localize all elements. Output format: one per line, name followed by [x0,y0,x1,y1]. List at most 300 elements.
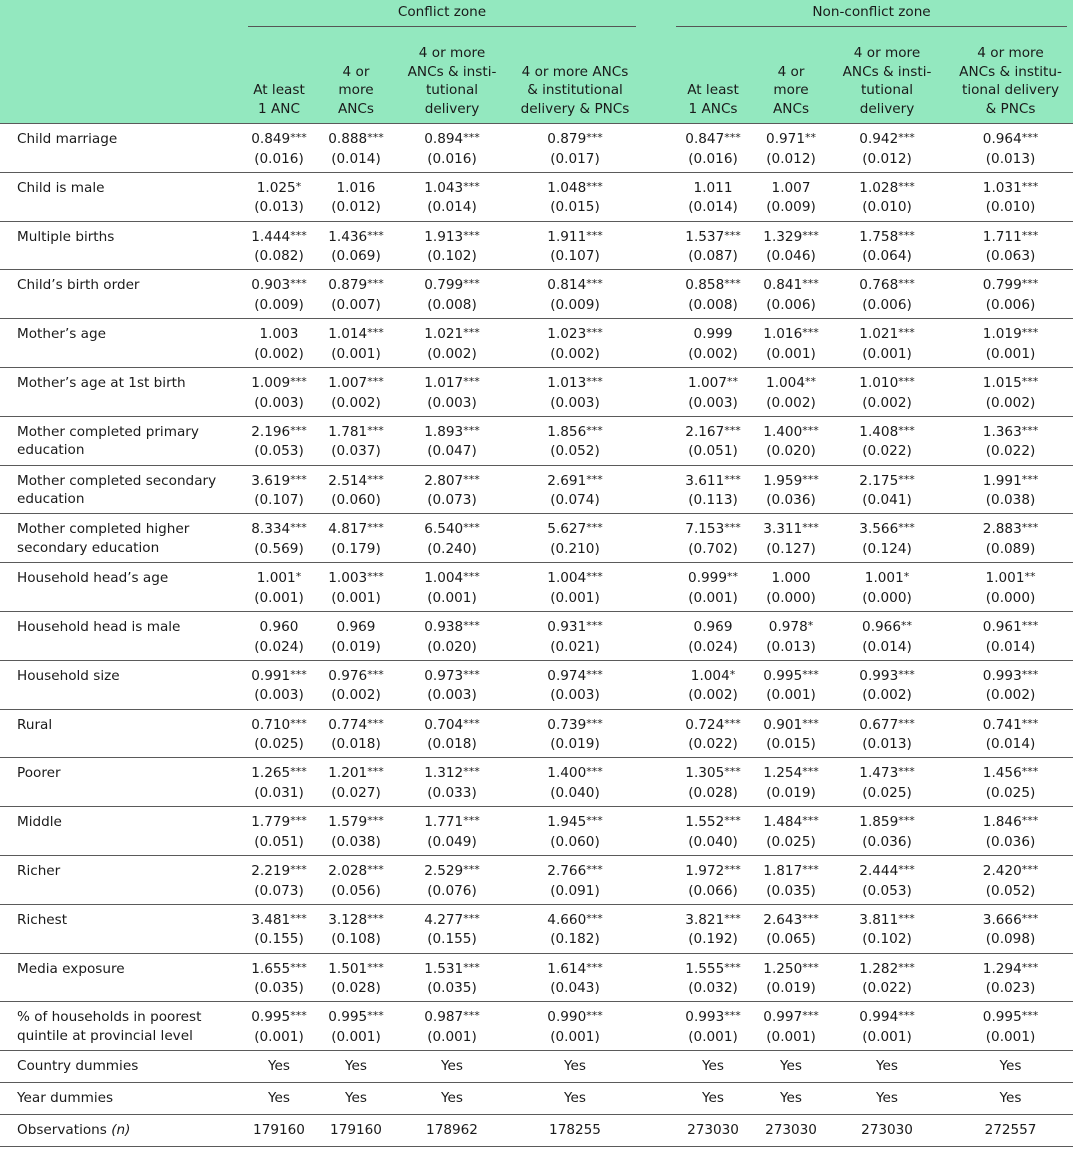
table-cell [242,416,316,465]
table-cell [826,124,948,173]
column-header-line: delivery & PNCs [520,100,630,117]
significance-stars: *** [1021,326,1039,340]
standard-error: (0.051) [688,443,738,460]
table-cell: Yes [670,1083,756,1115]
significance-stars: *** [367,228,384,242]
coefficient: 0.799 [982,277,1022,294]
standard-error: (0.003) [427,687,477,704]
significance-stars: *** [463,911,480,925]
standard-error: (0.003) [254,687,304,704]
standard-error: (0.073) [254,882,304,899]
table-cell [756,416,826,465]
significance-stars: *** [898,960,915,974]
significance-stars: *** [367,765,384,779]
standard-error: (0.022) [862,443,912,460]
row-label-line: Media exposure [17,960,125,977]
standard-error: (0.087) [688,248,738,265]
table-body [0,124,1073,1147]
standard-error: (0.002) [985,687,1036,704]
coefficient: 0.969 [693,618,733,635]
table-cell: 178255 [508,1115,642,1147]
significance-stars: *** [586,911,603,925]
significance-stars: *** [724,1009,741,1023]
significance-stars: *** [1021,1009,1039,1023]
table-cell: Yes [316,1051,396,1083]
row-label-text: Observations [17,1122,107,1139]
standard-error: (0.028) [331,980,381,997]
table-row [0,709,1073,758]
table-cell [396,953,508,1002]
significance-stars: *** [290,862,307,876]
coefficient: 2.420 [982,862,1022,879]
coefficient: 3.619 [251,472,291,489]
row-label-line: % of households in poorest [17,1009,202,1026]
table-cell [396,514,508,563]
standard-error: (0.016) [254,150,304,167]
significance-stars: *** [802,862,819,876]
coefficient: 3.811 [859,911,899,928]
table-cell [826,465,948,514]
standard-error: (0.001) [550,589,600,606]
table-cell [826,172,948,221]
table-cell [508,465,642,514]
coefficient: 0.969 [336,618,376,635]
coefficient: 1.294 [982,960,1022,977]
coefficient: 1.846 [982,814,1022,831]
significance-stars: *** [367,472,384,486]
coefficient: 0.849 [251,131,291,147]
table-cell [826,855,948,904]
row-label [0,1051,242,1083]
column-header [396,30,508,124]
standard-error: (0.002) [688,687,738,704]
coefficient: 4.660 [547,911,587,928]
significance-stars: *** [463,765,480,779]
column-header-line: 4 or more [853,45,921,62]
standard-error: (0.102) [862,931,912,948]
standard-error: (0.001) [550,1028,600,1045]
coefficient: 1.014 [328,326,368,343]
table-cell [242,807,316,856]
significance-stars: * [295,570,302,584]
significance-stars: *** [898,521,915,535]
significance-stars: *** [802,960,819,974]
table-cell: Yes [826,1051,948,1083]
standard-error: (0.702) [688,540,738,557]
standard-error: (0.060) [550,833,600,850]
coefficient: 1.400 [547,765,587,782]
coefficient: 2.175 [859,472,899,489]
standard-error: (0.003) [550,394,600,411]
table-cell: Yes [508,1083,642,1115]
significance-stars: *** [1021,911,1039,925]
table-cell: 179160 [316,1115,396,1147]
standard-error: (0.012) [766,150,816,167]
coefficient: 1.201 [328,765,368,782]
table-header [0,0,1073,124]
standard-error: (0.006) [985,296,1036,313]
standard-error: (0.003) [688,394,738,411]
table-cell [316,807,396,856]
coefficient: 1.004 [766,374,805,391]
significance-stars: *** [367,911,384,925]
significance-stars: *** [367,960,384,974]
row-label-line: Mother’s age [17,326,106,343]
standard-error: (0.025) [862,784,912,801]
standard-error: (0.015) [550,199,600,216]
significance-stars: ** [804,131,816,144]
significance-stars: *** [1021,228,1039,242]
table-cell [396,124,508,173]
table-row [0,1115,1073,1147]
row-label [0,953,242,1002]
coefficient: 1.552 [685,814,725,831]
column-header-line: more [338,82,374,99]
coefficient: 0.888 [328,131,368,147]
significance-stars: *** [463,618,480,632]
standard-error: (0.000) [862,589,912,606]
table-cell [242,953,316,1002]
significance-stars: *** [1021,765,1039,779]
table-cell [396,416,508,465]
coefficient: 1.363 [982,423,1022,440]
significance-stars: *** [290,765,307,779]
standard-error: (0.012) [331,199,381,216]
table-cell [948,953,1073,1002]
table-cell [826,1002,948,1051]
table-cell [826,563,948,612]
coefficient: 0.799 [424,277,464,294]
row-label-text: Country dummies [17,1058,139,1075]
table-row [0,953,1073,1002]
coefficient: 1.021 [859,326,899,343]
table-cell [948,416,1073,465]
table-cell [948,904,1073,953]
significance-stars: *** [586,716,603,730]
coefficient: 1.031 [982,179,1022,196]
table-cell: 273030 [756,1115,826,1147]
row-label-italic: (n) [111,1122,131,1139]
standard-error: (0.033) [427,784,477,801]
significance-stars: *** [802,765,819,779]
table-cell [316,904,396,953]
coefficient: 2.514 [328,472,368,489]
standard-error: (0.041) [862,492,912,509]
table-cell [508,172,642,221]
significance-stars: *** [724,423,741,437]
coefficient: 0.858 [685,277,725,294]
row-label-line: Richest [17,911,68,928]
table-row [0,367,1073,416]
table-cell [948,221,1073,270]
significance-stars: *** [802,716,819,730]
coefficient: 0.995 [328,1009,368,1026]
significance-stars: *** [290,960,307,974]
table-cell [508,709,642,758]
column-header-line: 4 or more ANCs [521,63,629,80]
table-cell [826,904,948,953]
table-row [0,270,1073,319]
table-cell [316,953,396,1002]
table-cell [316,319,396,368]
coefficient: 1.003 [328,570,368,587]
standard-error: (0.002) [688,345,738,362]
column-header [826,30,948,124]
coefficient: 0.938 [424,618,464,635]
column-header-line: tutional [860,82,914,99]
significance-stars: *** [724,765,741,779]
coefficient: 0.973 [424,667,464,684]
significance-stars: *** [802,667,819,681]
row-label [0,221,242,270]
standard-error: (0.015) [766,736,816,753]
significance-stars: *** [290,472,307,486]
table-row [0,221,1073,270]
standard-error: (0.098) [985,931,1036,948]
coefficient: 3.481 [251,911,291,928]
standard-error: (0.043) [550,980,600,997]
standard-error: (0.018) [427,736,477,753]
significance-stars: *** [724,862,741,876]
table-cell [242,758,316,807]
standard-error: (0.017) [550,150,600,167]
table-cell: Yes [508,1051,642,1083]
coefficient: 2.219 [251,862,291,879]
table-cell [508,611,642,660]
table-row [0,855,1073,904]
significance-stars: *** [802,472,819,486]
column-header-line: At least [253,82,305,99]
coefficient: 1.856 [547,423,587,440]
table-row [0,611,1073,660]
row-label-line: Mother completed secondary [17,472,217,489]
coefficient: 1.911 [547,228,587,245]
standard-error: (0.022) [862,980,912,997]
table-cell [396,807,508,856]
table-cell [670,172,756,221]
table-cell [948,270,1073,319]
coefficient: 1.893 [424,423,464,440]
table-row [0,1002,1073,1051]
coefficient: 1.007 [688,374,727,391]
standard-error: (0.107) [550,248,600,265]
standard-error: (0.210) [550,540,600,557]
row-label [0,1002,242,1051]
coefficient: 1.250 [763,960,803,977]
standard-error: (0.036) [766,492,816,509]
table-cell [756,514,826,563]
coefficient: 0.841 [763,277,803,294]
table-cell [396,172,508,221]
coefficient: 1.015 [982,374,1022,391]
standard-error: (0.066) [688,882,738,899]
significance-stars: *** [898,228,915,242]
coefficient: 1.436 [328,228,368,245]
table-cell [756,270,826,319]
table-cell [670,611,756,660]
table-row [0,660,1073,709]
table-cell [826,709,948,758]
table-cell [670,807,756,856]
table-cell [242,270,316,319]
significance-stars: *** [367,570,384,584]
table-cell [508,319,642,368]
significance-stars: *** [463,131,480,144]
coefficient: 2.167 [685,423,725,440]
significance-stars: *** [463,472,480,486]
coefficient: 0.879 [547,131,587,147]
standard-error: (0.001) [427,1028,477,1045]
standard-error: (0.022) [985,443,1036,460]
significance-stars: *** [367,326,384,340]
standard-error: (0.009) [254,296,304,313]
standard-error: (0.001) [766,345,816,362]
standard-error: (0.001) [985,345,1036,362]
coefficient: 0.961 [982,618,1022,635]
significance-stars: *** [898,326,915,340]
standard-error: (0.001) [766,687,816,704]
significance-stars: *** [898,716,915,730]
row-label [0,124,242,173]
table-cell [756,709,826,758]
table-cell [670,660,756,709]
coefficient: 0.960 [259,618,299,635]
coefficient: 3.566 [859,521,899,538]
significance-stars: *** [1021,521,1039,535]
coefficient: 0.677 [859,716,899,733]
significance-stars: *** [1021,423,1039,437]
significance-stars: *** [724,814,741,828]
standard-error: (0.019) [766,980,816,997]
column-header-line: At least [687,82,739,99]
coefficient: 1.614 [547,960,587,977]
significance-stars: *** [463,667,480,681]
significance-stars: *** [898,911,915,925]
coefficient: 0.987 [424,1009,464,1026]
table-cell [756,124,826,173]
coefficient: 1.004 [690,667,730,684]
significance-stars: * [903,570,910,584]
table-cell [948,367,1073,416]
table-cell [316,1002,396,1051]
coefficient: 0.704 [424,716,464,733]
table-cell [948,319,1073,368]
significance-stars: *** [1021,960,1039,974]
column-header-line: delivery [859,100,915,117]
coefficient: 1.456 [982,765,1022,782]
table-cell [948,465,1073,514]
coefficient: 1.007 [771,179,811,196]
significance-stars: *** [802,814,819,828]
table-cell [756,221,826,270]
coefficient: 2.196 [251,423,291,440]
table-cell: 179160 [242,1115,316,1147]
table-cell [756,465,826,514]
significance-stars: *** [724,911,741,925]
table-cell [756,758,826,807]
significance-stars: *** [1021,277,1039,291]
significance-stars: *** [463,862,480,876]
row-label [0,514,242,563]
table-cell [826,319,948,368]
standard-error: (0.155) [254,931,304,948]
significance-stars: *** [802,521,819,535]
table-cell: Yes [948,1051,1073,1083]
table-cell [396,758,508,807]
table-cell [670,416,756,465]
coefficient: 2.766 [547,862,587,879]
column-header [948,30,1073,124]
coefficient: 1.028 [859,179,899,196]
standard-error: (0.091) [550,882,600,899]
row-label [0,709,242,758]
table-cell [242,660,316,709]
row-label-line: quintile at provincial level [17,1027,193,1044]
standard-error: (0.063) [985,248,1036,265]
significance-stars: *** [802,911,819,925]
table-row [0,465,1073,514]
table-cell [508,514,642,563]
table-cell [316,172,396,221]
standard-error: (0.003) [550,687,600,704]
standard-error: (0.569) [254,540,304,557]
significance-stars: *** [1021,179,1039,193]
standard-error: (0.113) [688,492,738,509]
significance-stars: *** [898,423,915,437]
table-cell [756,611,826,660]
row-label-line: Household head’s age [17,570,169,587]
significance-stars: *** [1021,131,1039,144]
standard-error: (0.023) [985,980,1036,997]
coefficient: 1.913 [424,228,464,245]
coefficient: 1.254 [763,765,803,782]
standard-error: (0.013) [862,736,912,753]
coefficient: 0.994 [859,1009,899,1026]
standard-error: (0.019) [331,638,381,655]
significance-stars: *** [898,374,915,388]
significance-stars: *** [367,814,384,828]
standard-error: (0.020) [766,443,816,460]
table-cell [242,1002,316,1051]
table-cell [316,221,396,270]
table-cell [316,758,396,807]
coefficient: 0.993 [859,667,899,684]
column-header-line: 1 ANC [258,100,300,117]
table-cell [948,758,1073,807]
column-header-line: & PNCs [985,100,1036,117]
table-cell [670,953,756,1002]
significance-stars: *** [367,423,384,437]
coefficient: 0.974 [547,667,587,684]
standard-error: (0.003) [254,394,304,411]
coefficient: 0.991 [251,667,291,684]
table-row [0,1051,1073,1083]
coefficient: 0.999 [693,326,733,343]
standard-error: (0.019) [550,736,600,753]
standard-error: (0.002) [331,687,381,704]
row-label-line: Household head is male [17,618,181,635]
coefficient: 3.128 [328,911,368,928]
significance-stars: *** [586,277,603,291]
table-cell [396,563,508,612]
standard-error: (0.040) [550,784,600,801]
column-header-line: 4 or more [977,45,1044,62]
table-cell: 178962 [396,1115,508,1147]
significance-stars: *** [463,1009,480,1023]
table-cell [948,172,1073,221]
significance-stars: *** [1021,618,1039,632]
significance-stars: *** [367,862,384,876]
